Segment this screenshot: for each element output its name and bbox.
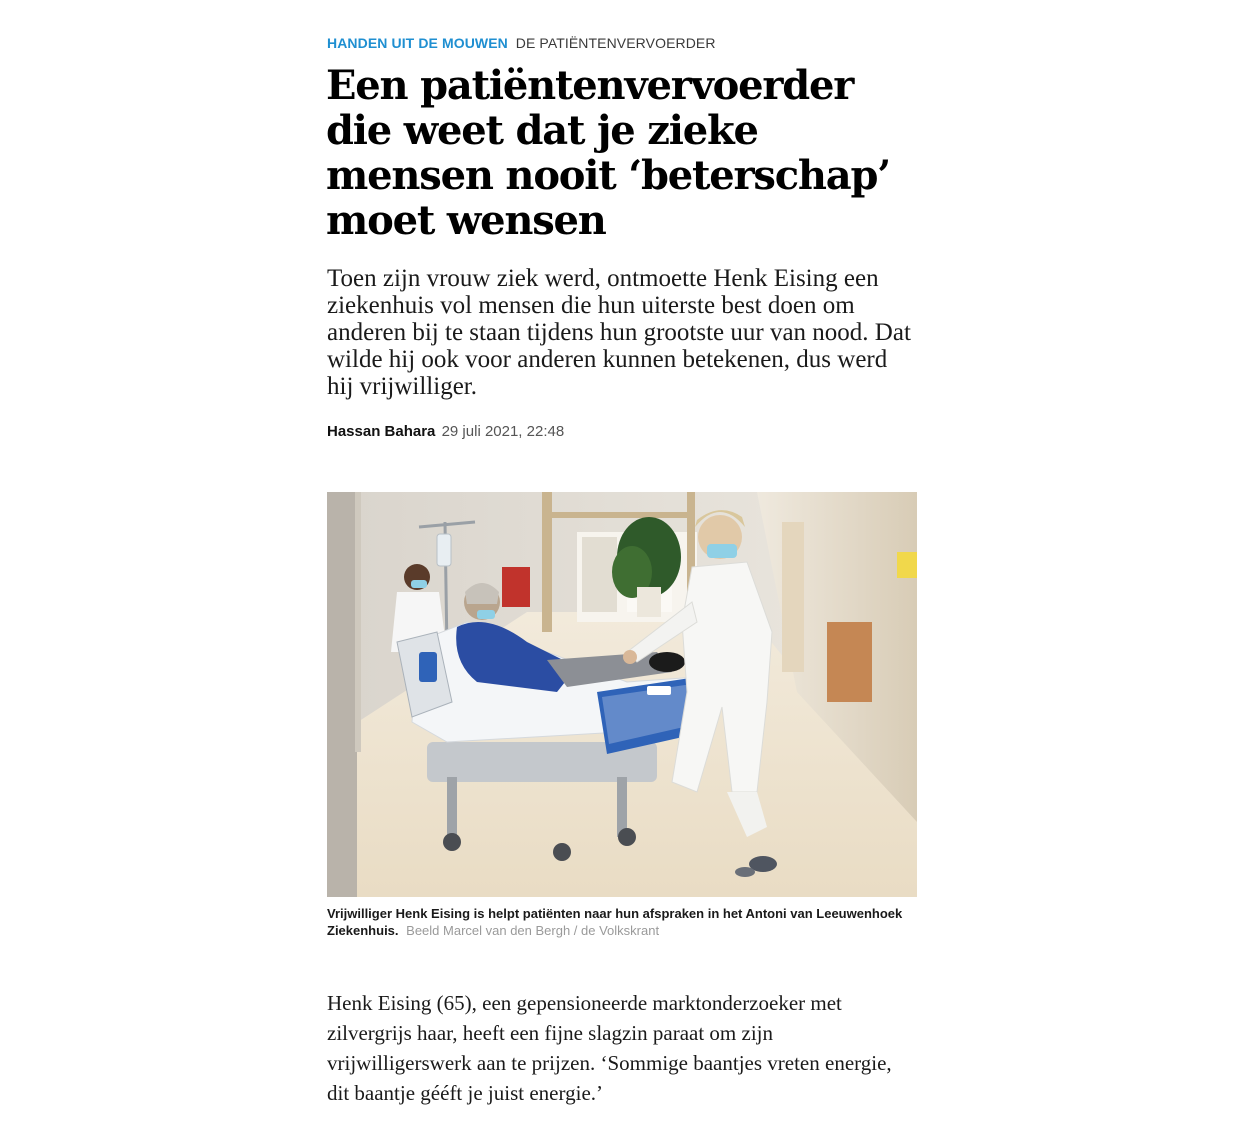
author-name[interactable]: Hassan Bahara (327, 423, 436, 440)
article-headline: Een patiëntenvervoerder die weet dat je zieke mensen nooit ‘beterschap’ moet wensen (326, 62, 890, 244)
publish-date: 29 juli 2021, 22:48 (441, 423, 565, 440)
article-kicker (327, 35, 716, 51)
byline (327, 423, 564, 441)
photo-credit: Beeld Marcel van den Bergh / de Volkskrant (406, 923, 660, 938)
section-label: DE PATIËNTENVERVOERDER (515, 35, 716, 51)
article-photo[interactable] (327, 492, 917, 897)
article-intro: Toen zijn vrouw ziek werd, ontmoette Henk Eising een ziekenhuis vol mensen die hun uiterste best doen om anderen bij te staan tijdens hun grootste uur van nood. Dat wilde hij ook voor anderen kunnen betekenen, dus werd hij vrijwilliger. (327, 265, 911, 400)
body-paragraph: Henk Eising (65), een gepensioneerde marktonderzoeker met zilvergrijs haar, heeft een fijne slagzin paraat om zijn vrijwilligerswerk aan te prijzen. ‘Sommige baantjes vreten energie, dit baantje gééft je juist energie.’ (327, 991, 892, 1105)
caption-text: Vrijwilliger Henk Eising is helpt patiënten naar hun afspraken in het Antoni van Leeuwenhoek Ziekenhuis. (327, 906, 903, 938)
hospital-corridor-photo (327, 492, 917, 897)
series-label[interactable]: HANDEN UIT DE MOUWEN (327, 35, 508, 51)
photo-caption (327, 905, 917, 939)
